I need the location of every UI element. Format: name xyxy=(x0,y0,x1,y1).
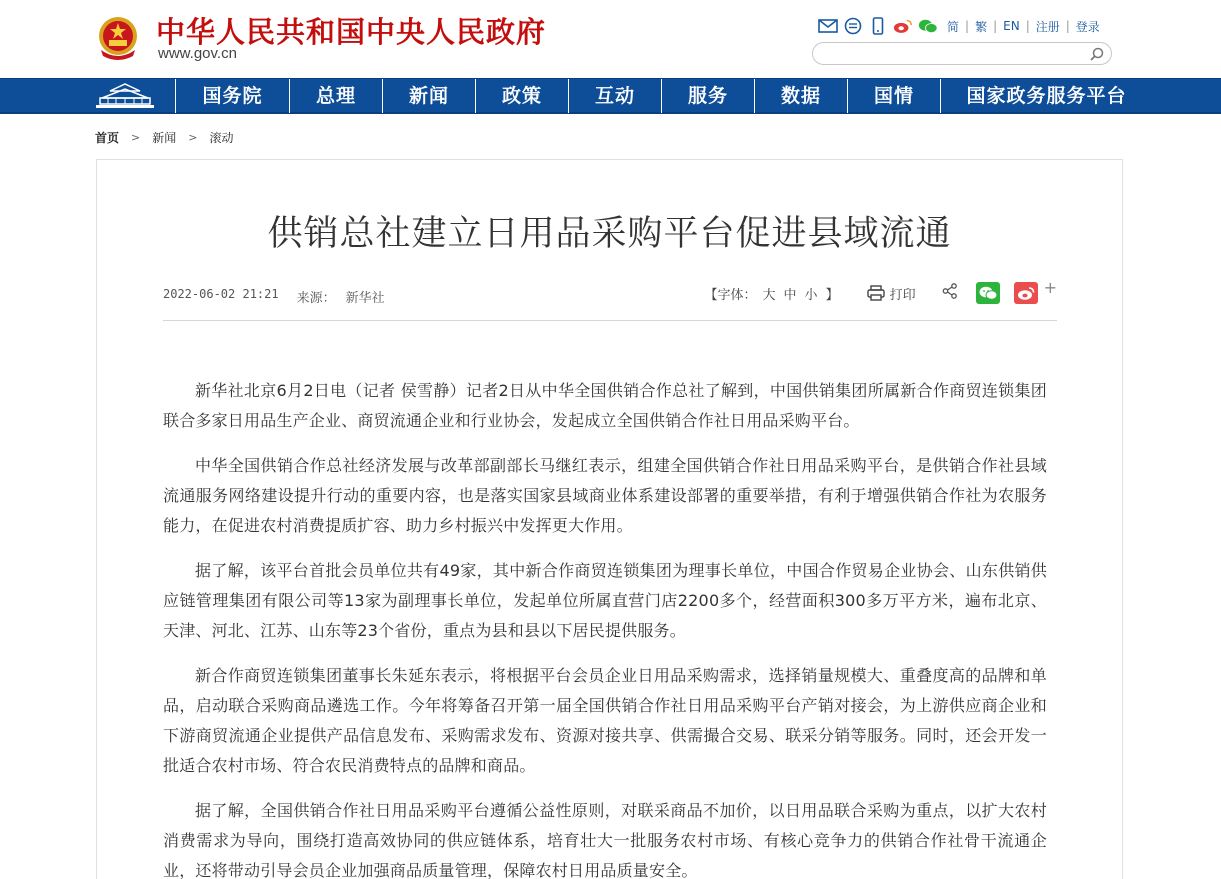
nav-item-policy[interactable]: 政策 xyxy=(475,79,568,113)
search-icon[interactable] xyxy=(1089,46,1105,62)
login-link[interactable]: 登录 xyxy=(1075,19,1100,34)
search-input[interactable] xyxy=(823,45,1083,62)
chevron-right-icon: > xyxy=(131,131,141,144)
nav-items xyxy=(175,79,1152,113)
site-title[interactable]: 中华人民共和国中央人民政府 xyxy=(156,15,547,49)
share-icon[interactable] xyxy=(942,283,958,303)
source-label: 来源： xyxy=(296,291,336,306)
lang-traditional-link[interactable]: 繁 xyxy=(975,19,988,34)
article-container xyxy=(96,159,1123,879)
language-links xyxy=(947,18,1100,35)
article-paragraph: 据了解，全国供销合作社日用品采购平台遵循公益性原则，对联采商品不加价，以日用品联合采购为重点，以扩大农村消费需求为导向，围绕打造高效协同的供应链体系，培育壮大一批服务农村市场、有核心竞争力的供销合作社骨干流通企业，还将带动引导会员企业加强商品质量管理，保障农村日用品质量安全。 xyxy=(163,801,1047,879)
font-size-label: 【字体： xyxy=(704,287,757,303)
more-share-icon[interactable]: + xyxy=(1043,277,1057,297)
breadcrumb-scroll[interactable]: 滚动 xyxy=(209,131,234,145)
lang-simplified-link[interactable]: 简 xyxy=(947,19,960,34)
nav-item-news[interactable]: 新闻 xyxy=(382,79,475,113)
separator: | xyxy=(993,19,998,33)
nav-item-data[interactable]: 数据 xyxy=(754,79,847,113)
chat-icon[interactable] xyxy=(843,17,863,35)
wechat-icon[interactable] xyxy=(918,17,938,35)
article-meta xyxy=(163,277,1057,321)
publish-time: 2022-06-02 21:21 xyxy=(163,287,279,301)
article-paragraph: 据了解，该平台首批会员单位共有49家，其中新合作商贸连锁集团为理事长单位，中国合作贸易企业协会、山东供销供应链管理集团有限公司等13家为副理事长单位，发起单位所属直营门店2200多个，经营面积300多万平方米，遍布北京、天津、河北、江苏、山东等23个省份，重点为县和县以下居民提供服务。 xyxy=(163,561,1047,640)
search-box xyxy=(812,42,1112,65)
breadcrumb xyxy=(95,129,233,146)
main-nav xyxy=(0,78,1221,114)
tiananmen-icon[interactable] xyxy=(94,83,156,109)
site-header xyxy=(0,0,1221,78)
article-tools xyxy=(704,277,1058,305)
article-paragraph: 中华全国供销合作总社经济发展与改革部副部长马继红表示，组建全国供销合作社日用品采购平台，是供销合作社县域流通服务网络建设提升行动的重要内容，也是落实国家县域商业体系建设部署的重要举措，有利于增强供销合作社为农服务能力，在促进农村消费提质扩容、助力乡村振兴中发挥更大作用。 xyxy=(163,456,1047,535)
print-label: 打印 xyxy=(889,287,916,303)
mail-icon[interactable] xyxy=(818,17,838,35)
font-size-close: 】 xyxy=(825,287,839,303)
separator: | xyxy=(1025,19,1030,33)
separator: | xyxy=(965,19,970,33)
register-link[interactable]: 注册 xyxy=(1035,19,1060,34)
nav-item-premier[interactable]: 总理 xyxy=(289,79,382,113)
article-paragraph: 新华社北京6月2日电（记者 侯雪静）记者2日从中华全国供销合作总社了解到，中国供销集团所属新合作商贸连锁集团联合多家日用品生产企业、商贸流通企业和行业协会，发起成立全国供销合作社日用品采购平台。 xyxy=(163,381,1047,430)
top-toolbar xyxy=(818,16,1100,36)
national-emblem-icon[interactable] xyxy=(95,14,141,62)
article-title: 供销总社建立日用品采购平台促进县域流通 xyxy=(267,214,952,254)
article-body xyxy=(163,376,1047,879)
font-size-controls xyxy=(705,284,845,303)
breadcrumb-home[interactable]: 首页 xyxy=(95,131,120,145)
separator: | xyxy=(1065,19,1070,33)
nav-item-interaction[interactable]: 互动 xyxy=(568,79,661,113)
site-url[interactable]: www.gov.cn xyxy=(158,45,237,62)
weibo-icon[interactable] xyxy=(893,17,913,35)
lang-english-link[interactable]: EN xyxy=(1003,19,1020,33)
font-size-medium-button[interactable]: 中 xyxy=(783,287,797,303)
source-name: 新华社 xyxy=(345,291,385,306)
font-size-small-button[interactable]: 小 xyxy=(804,287,818,303)
breadcrumb-news[interactable]: 新闻 xyxy=(152,131,177,145)
chevron-right-icon: > xyxy=(188,131,198,144)
font-size-large-button[interactable]: 大 xyxy=(762,287,776,303)
printer-icon xyxy=(867,285,885,301)
wechat-share-icon[interactable] xyxy=(976,282,1000,304)
nav-item-gov-service-platform[interactable]: 国家政务服务平台 xyxy=(940,79,1152,113)
weibo-share-icon[interactable] xyxy=(1014,282,1038,304)
nav-item-state-council[interactable]: 国务院 xyxy=(175,79,289,113)
nav-item-services[interactable]: 服务 xyxy=(661,79,754,113)
mobile-icon[interactable] xyxy=(868,17,888,35)
nav-item-national-info[interactable]: 国情 xyxy=(847,79,940,113)
article-paragraph: 新合作商贸连锁集团董事长朱延东表示，将根据平台会员企业日用品采购需求，选择销量规模大、重叠度高的品牌和单品，启动联合采购商品遴选工作。今年将筹备召开第一届全国供销合作社日用品采购平台产销对接会，为上游供应商企业和下游商贸流通企业提供产品信息发布、采购需求发布、资源对接共享、供需撮合交易、联采分销等服务。同时，还会开发一批适合农村市场、符合农民消费特点的品牌和商品。 xyxy=(163,666,1047,775)
print-button[interactable] xyxy=(867,284,916,303)
article-meta-info xyxy=(163,287,385,306)
